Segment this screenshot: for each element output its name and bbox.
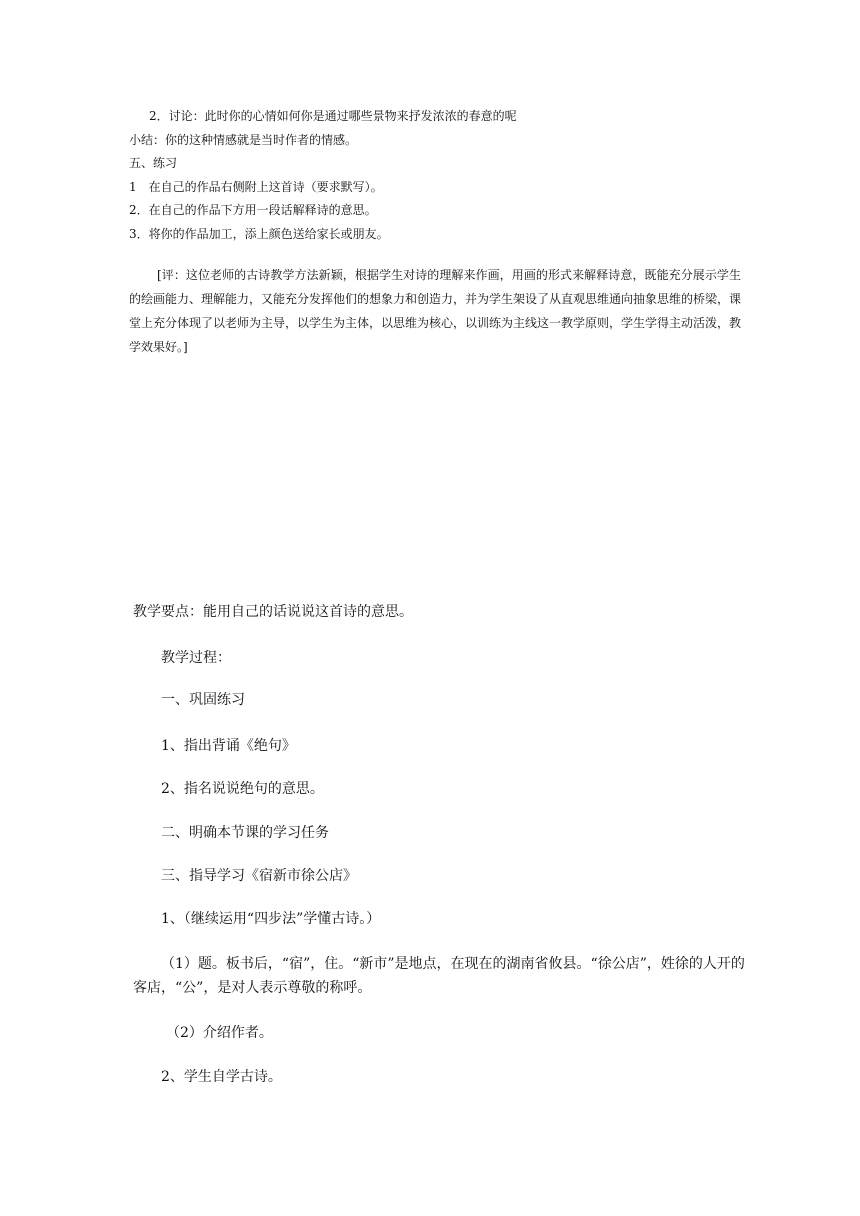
- list-item: 2、指名说说绝句的意思。: [161, 781, 324, 797]
- section-heading-3: 三、指导学习《宿新市徐公店》: [161, 868, 357, 884]
- discussion-line: 2．讨论：此时你的心情如何你是通过哪些景物来抒发浓浓的春意的呢: [149, 109, 517, 123]
- list-item: 2、学生自学古诗。: [161, 1069, 282, 1085]
- process-title: 教学过程：: [161, 650, 231, 666]
- key-points: 教学要点：能用自己的话说说这首诗的意思。: [133, 604, 413, 620]
- section-heading-1: 一、巩固练习: [161, 692, 245, 708]
- section-heading-2: 二、明确本节课的学习任务: [161, 825, 329, 841]
- exercise-item-2: 2．在自己的作品下方用一段话解释诗的意思。: [129, 203, 377, 217]
- title-explanation-paragraph: （1）题。板书后，“宿”，住。“新市”是地点，在现在的湖南省攸县。“徐公店”，姓徐的人开的客店，“公”，是对人表示尊敬的称呼。: [133, 956, 745, 996]
- exercise-item-1: 1 在自己的作品右侧附上这首诗（要求默写）。: [129, 180, 383, 194]
- exercise-heading: 五、练习: [129, 156, 178, 170]
- review-paragraph: [评：这位老师的古诗教学方法新颖，根据学生对诗的理解来作画，用画的形式来解释诗意，既能充分展示学生的绘画能力、理解能力，又能充分发挥他们的想象力和创造力，并为学生架设了从直观思维通向抽象思维的桥梁，课堂上充分体现了以老师为主导，以学生为主体，以思维为核心，以训练为主线这一教学原则，学生学得主动活泼，教学效果好。]: [129, 268, 742, 354]
- summary-line: 小结：你的这种情感就是当时作者的情感。: [129, 133, 358, 147]
- list-item: 1、指出背诵《绝句》: [161, 738, 296, 754]
- list-item: （2）介绍作者。: [166, 1025, 273, 1041]
- list-item: 1、（继续运用“四步法”学懂古诗。）: [161, 911, 381, 927]
- exercise-item-3: 3．将你的作品加工，添上颜色送给家长或朋友。: [129, 227, 389, 241]
